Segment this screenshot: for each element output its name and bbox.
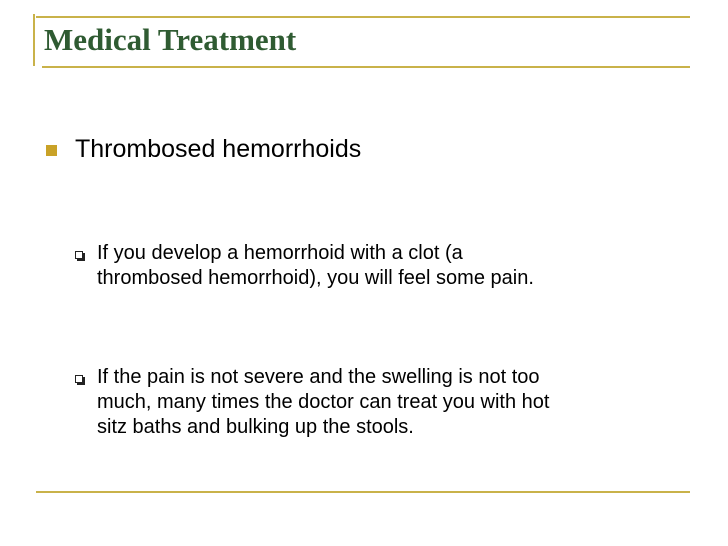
subbullet-line: If you develop a hemorrhoid with a clot (a <box>97 242 463 264</box>
subbullet-line: thrombosed hemorrhoid), you will feel some pain. <box>97 267 534 289</box>
top-rule <box>36 16 690 18</box>
subbullet-text <box>97 365 697 440</box>
subbullet-text <box>97 241 697 291</box>
subbullet-line: If the pain is not severe and the swelling is not too <box>97 366 540 388</box>
bottom-rule <box>36 491 690 493</box>
checkbox-bullet-icon <box>75 375 83 383</box>
square-bullet-icon <box>46 145 57 156</box>
bullet-text: Thrombosed hemorrhoids <box>75 135 362 163</box>
title-underline <box>42 66 690 68</box>
corner-accent-line <box>33 14 35 66</box>
checkbox-bullet-icon <box>75 251 83 259</box>
subbullet-line: much, many times the doctor can treat you with hot <box>97 391 550 413</box>
subbullet-line: sitz baths and bulking up the stools. <box>97 416 414 438</box>
slide-title: Medical Treatment <box>44 22 297 57</box>
